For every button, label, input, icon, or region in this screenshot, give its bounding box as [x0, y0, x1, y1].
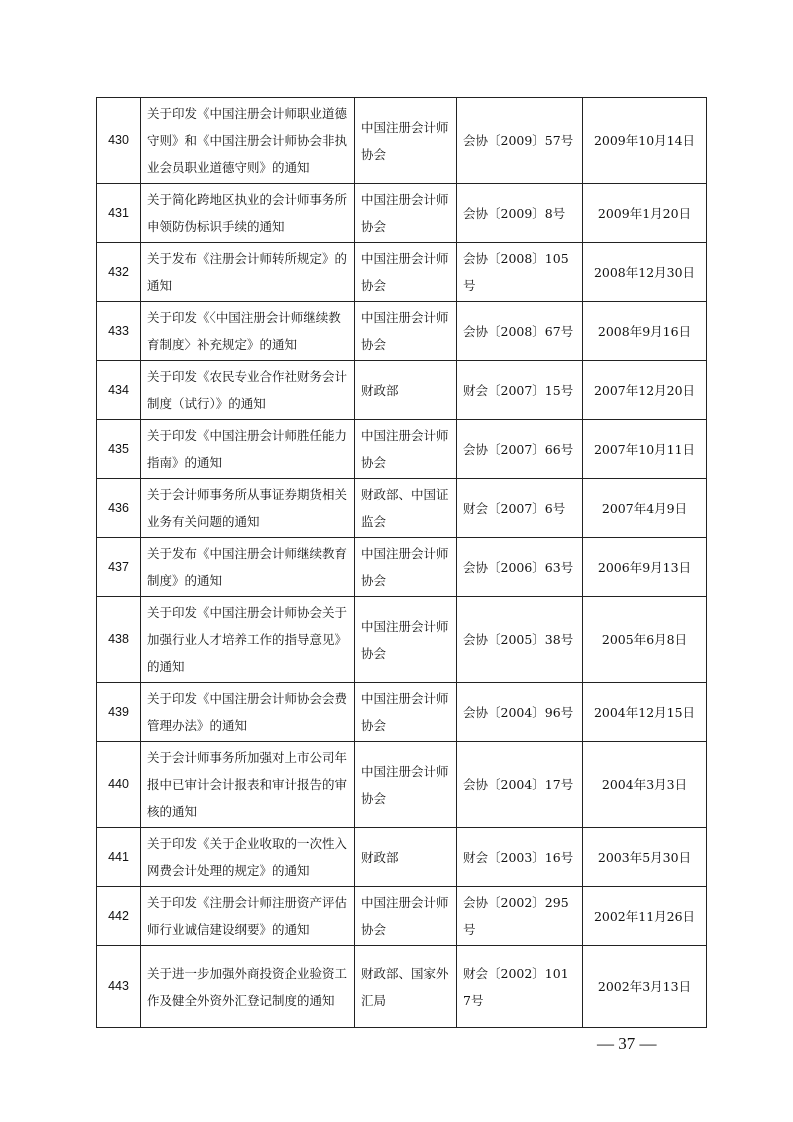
row-number: 437: [97, 538, 141, 597]
table-row: [97, 243, 707, 302]
document-title: 关于印发《农民专业合作社财务会计制度（试行）》的通知: [141, 361, 355, 420]
document-title: 关于印发《中国注册会计师协会会费管理办法》的通知: [141, 683, 355, 742]
document-title: 关于会计师事务所加强对上市公司年报中已审计会计报表和审计报告的审核的通知: [141, 742, 355, 828]
row-number: 430: [97, 98, 141, 184]
issue-date: 2004年3月3日: [583, 742, 707, 828]
issuing-body: 中国注册会计师协会: [355, 597, 457, 683]
issuing-body: 财政部、国家外汇局: [355, 946, 457, 1028]
issuing-body: 中国注册会计师协会: [355, 538, 457, 597]
issue-date: 2008年12月30日: [583, 243, 707, 302]
table-row: [97, 828, 707, 887]
document-number: 会协〔2002〕295号: [457, 887, 583, 946]
issue-date: 2007年10月11日: [583, 420, 707, 479]
issuing-body: 中国注册会计师协会: [355, 184, 457, 243]
document-title: 关于印发《〈中国注册会计师继续教育制度〉补充规定》的通知: [141, 302, 355, 361]
row-number: 434: [97, 361, 141, 420]
document-title: 关于进一步加强外商投资企业验资工作及健全外资外汇登记制度的通知: [141, 946, 355, 1028]
issue-date: 2008年9月16日: [583, 302, 707, 361]
table-row: [97, 887, 707, 946]
document-number: 会协〔2007〕66号: [457, 420, 583, 479]
issue-date: 2003年5月30日: [583, 828, 707, 887]
document-title: 关于发布《中国注册会计师继续教育制度》的通知: [141, 538, 355, 597]
issuing-body: 中国注册会计师协会: [355, 742, 457, 828]
issue-date: 2009年1月20日: [583, 184, 707, 243]
document-number: 会协〔2004〕96号: [457, 683, 583, 742]
row-number: 439: [97, 683, 141, 742]
table-row: [97, 538, 707, 597]
issue-date: 2006年9月13日: [583, 538, 707, 597]
document-number: 财会〔2002〕1017号: [457, 946, 583, 1028]
issue-date: 2009年10月14日: [583, 98, 707, 184]
table-row: [97, 420, 707, 479]
issuing-body: 中国注册会计师协会: [355, 98, 457, 184]
document-number: 会协〔2008〕105号: [457, 243, 583, 302]
regulations-table: [96, 97, 707, 1028]
issuing-body: 中国注册会计师协会: [355, 243, 457, 302]
document-number: 会协〔2009〕8号: [457, 184, 583, 243]
row-number: 438: [97, 597, 141, 683]
document-title: 关于印发《中国注册会计师协会关于加强行业人才培养工作的指导意见》的通知: [141, 597, 355, 683]
table-row: [97, 683, 707, 742]
row-number: 440: [97, 742, 141, 828]
document-number: 会协〔2008〕67号: [457, 302, 583, 361]
table-row: [97, 597, 707, 683]
table-row: [97, 184, 707, 243]
document-title: 关于简化跨地区执业的会计师事务所申领防伪标识手续的通知: [141, 184, 355, 243]
issue-date: 2005年6月8日: [583, 597, 707, 683]
issuing-body: 财政部、中国证监会: [355, 479, 457, 538]
issuing-body: 中国注册会计师协会: [355, 420, 457, 479]
issue-date: 2007年4月9日: [583, 479, 707, 538]
document-number: 会协〔2009〕57号: [457, 98, 583, 184]
row-number: 443: [97, 946, 141, 1028]
document-number: 会协〔2005〕38号: [457, 597, 583, 683]
row-number: 432: [97, 243, 141, 302]
issue-date: 2004年12月15日: [583, 683, 707, 742]
table-row: [97, 479, 707, 538]
document-number: 会协〔2004〕17号: [457, 742, 583, 828]
document-number: 财会〔2003〕16号: [457, 828, 583, 887]
issuing-body: 中国注册会计师协会: [355, 302, 457, 361]
table-row: [97, 742, 707, 828]
issuing-body: 财政部: [355, 828, 457, 887]
row-number: 435: [97, 420, 141, 479]
issue-date: 2002年3月13日: [583, 946, 707, 1028]
document-title: 关于印发《中国注册会计师职业道德守则》和《中国注册会计师协会非执业会员职业道德守则》的通知: [141, 98, 355, 184]
issuing-body: 中国注册会计师协会: [355, 683, 457, 742]
table-row: [97, 946, 707, 1028]
document-number: 会协〔2006〕63号: [457, 538, 583, 597]
document-title: 关于印发《关于企业收取的一次性入网费会计处理的规定》的通知: [141, 828, 355, 887]
issue-date: 2007年12月20日: [583, 361, 707, 420]
row-number: 431: [97, 184, 141, 243]
document-number: 财会〔2007〕15号: [457, 361, 583, 420]
row-number: 433: [97, 302, 141, 361]
table-row: [97, 98, 707, 184]
issuing-body: 财政部: [355, 361, 457, 420]
table-row: [97, 302, 707, 361]
issue-date: 2002年11月26日: [583, 887, 707, 946]
document-title: 关于发布《注册会计师转所规定》的通知: [141, 243, 355, 302]
row-number: 441: [97, 828, 141, 887]
page-number: — 37 —: [597, 1034, 657, 1053]
document-title: 关于印发《注册会计师注册资产评估师行业诚信建设纲要》的通知: [141, 887, 355, 946]
table-row: [97, 361, 707, 420]
row-number: 436: [97, 479, 141, 538]
row-number: 442: [97, 887, 141, 946]
document-title: 关于印发《中国注册会计师胜任能力指南》的通知: [141, 420, 355, 479]
table-body: [97, 98, 707, 1028]
document-title: 关于会计师事务所从事证券期货相关业务有关问题的通知: [141, 479, 355, 538]
document-number: 财会〔2007〕6号: [457, 479, 583, 538]
issuing-body: 中国注册会计师协会: [355, 887, 457, 946]
